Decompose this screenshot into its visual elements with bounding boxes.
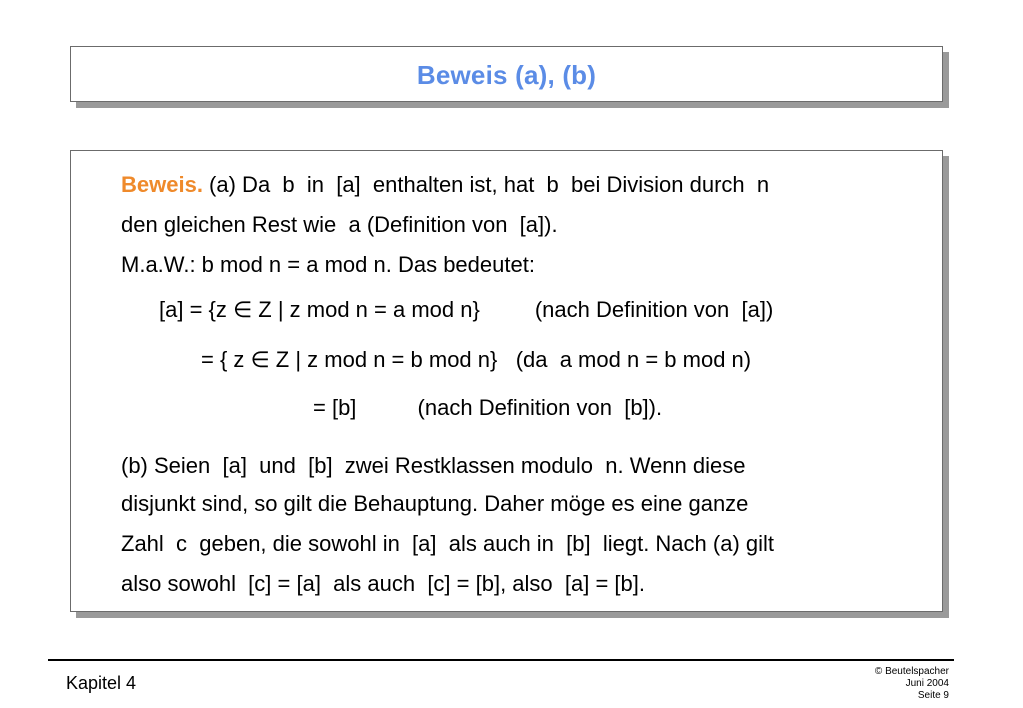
proof-lead-label: Beweis. [121,172,203,197]
footer-copyright: © Beutelspacher [874,666,949,677]
footer-meta [875,666,949,702]
footer-chapter: Kapitel 4 [66,673,137,693]
footer-page-number: Seite 9 [917,690,949,701]
title-box [70,46,943,102]
proof-b-line-2: disjunkt sind, so gilt die Behauptung. Daher möge es eine ganze [121,491,749,516]
footer-date: Juni 2004 [905,678,949,689]
proof-b-line-3: Zahl c geben, die sowohl in [a] als auch in [b] liegt. Nach (a) gilt [121,531,775,556]
proof-line-2: den gleichen Rest wie a (Definition von [a]). [121,212,558,237]
content-box [70,150,943,612]
proof-b-line-4: also sowohl [c] = [a] als auch [c] = [b], also [a] = [b]. [121,571,645,596]
proof-line-1 [121,174,769,196]
slide-title: Beweis (a), (b) [416,60,597,90]
equation-line-1: [a] = {z ∈ Z | z mod n = a mod n} (nach Definition von [a]) [159,297,774,322]
footer-divider [48,659,954,661]
proof-b-line-1: (b) Seien [a] und [b] zwei Restklassen modulo n. Wenn diese [121,453,746,478]
equation-line-3: = [b] (nach Definition von [b]). [313,395,663,420]
equation-line-2: = { z ∈ Z | z mod n = b mod n} (da a mod n = b mod n) [201,347,752,372]
proof-line-3: M.a.W.: b mod n = a mod n. Das bedeutet: [121,252,535,277]
proof-line-1-text: (a) Da b in [a] enthalten ist, hat b bei Division durch n [202,172,770,197]
